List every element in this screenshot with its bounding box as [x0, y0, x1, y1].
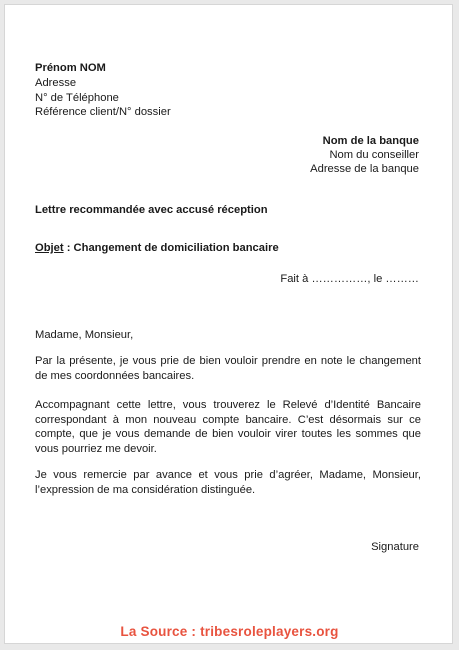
signature: Signature	[371, 541, 419, 553]
paragraph-1: Par la présente, je vous prie de bien vouloir prendre en note le changement de mes coordonnées bancaires.	[35, 355, 421, 382]
letter-page	[4, 4, 453, 644]
subject-label: Objet	[35, 242, 64, 254]
sender-phone: N° de Téléphone	[35, 92, 119, 104]
paragraph-2: Accompagnant cette lettre, vous trouverez le Relevé d’Identité Bancaire correspondant à mon nouveau compte bancaire. C’est désormais sur ce compte, que je vous demande de bien vouloir virer toutes les sommes que vous pourriez me devoir.	[35, 399, 421, 455]
recipient-address: Adresse de la banque	[310, 163, 419, 175]
sender-reference: Référence client/N° dossier	[35, 106, 171, 118]
source-caption: La Source : tribesroleplayers.org	[120, 624, 339, 639]
place-date: Fait à ……………, le ………	[280, 273, 419, 285]
recipient-bank-name: Nom de la banque	[322, 135, 419, 147]
salutation: Madame, Monsieur,	[35, 329, 134, 341]
sender-name: Prénom NOM	[35, 62, 106, 74]
subject-line	[35, 241, 279, 256]
paragraph-3: Je vous remercie par avance et vous prie d’agréer, Madame, Monsieur, l’expression de ma considération distinguée.	[35, 469, 421, 496]
recipient-advisor: Nom du conseiller	[329, 149, 419, 161]
subject-text: : Changement de domiciliation bancaire	[63, 242, 279, 254]
mailing-type: Lettre recommandée avec accusé réception	[35, 204, 268, 216]
sender-address: Adresse	[35, 77, 77, 89]
